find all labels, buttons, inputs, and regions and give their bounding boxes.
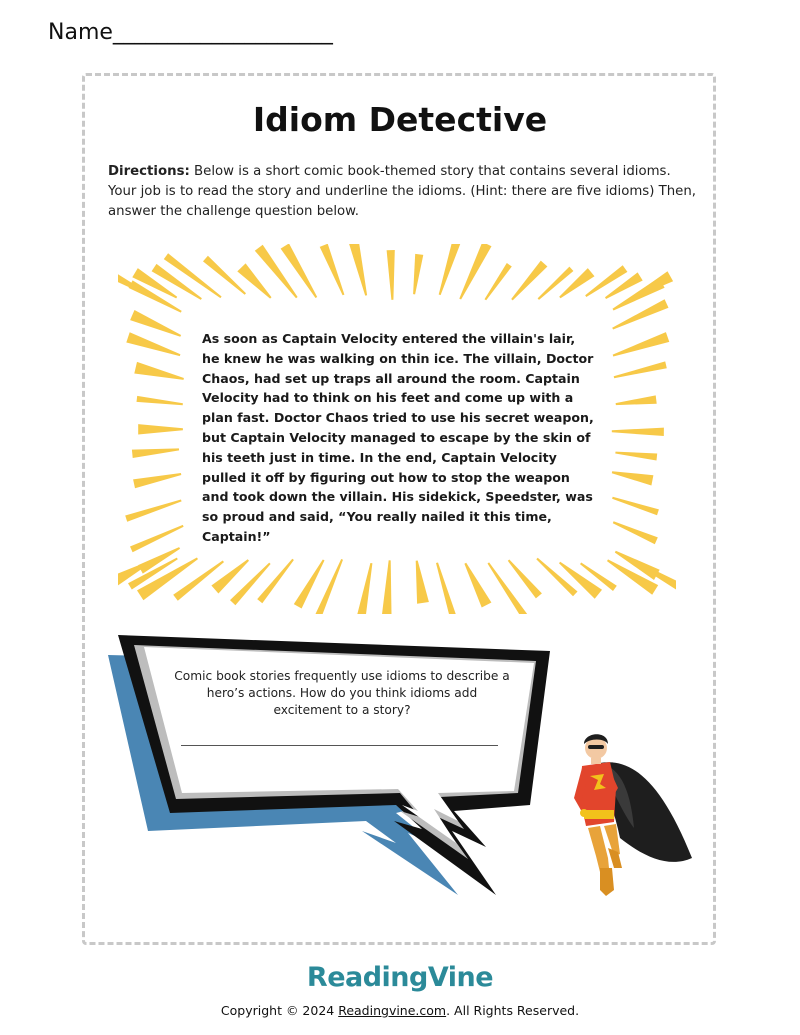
- copyright-prefix: Copyright © 2024: [220, 1003, 339, 1018]
- superhero-icon: [560, 718, 700, 903]
- copyright: [0, 1003, 800, 1018]
- directions: [108, 162, 698, 222]
- burst-ray: [585, 265, 627, 297]
- burst-ray: [137, 396, 183, 405]
- burst-ray: [413, 254, 423, 295]
- burst-ray: [485, 263, 512, 300]
- burst-ray: [237, 263, 271, 298]
- burst-ray: [152, 264, 202, 300]
- burst-ray: [559, 562, 602, 599]
- burst-ray: [612, 497, 659, 516]
- directions-label: Directions:: [108, 164, 190, 179]
- burst-ray: [132, 448, 179, 458]
- page-title: Idiom Detective: [252, 100, 548, 139]
- name-field[interactable]: Name____________________: [48, 20, 333, 45]
- burst-ray: [538, 267, 574, 300]
- burst-ray: [508, 560, 542, 599]
- story-text: As soon as Captain Velocity entered the villain's lair, he knew he was walking on thin ice. The villain, Doctor Chaos, had set up traps all around the room. Captain Velocity had to think on his feet and come up with a plan fast. Doctor Chaos tried to use his secret weapon, but Captain Velocity managed to escape by the skin of his teeth just in time. In the end, Captain Velocity pulled it off by figuring out how to stop the weapon and took down the villain. His sidekick, Speedster, was so proud and said, “You really nailed it this time, Captain!”: [202, 331, 594, 544]
- copyright-suffix: . All Rights Reserved.: [446, 1003, 580, 1018]
- burst-ray: [125, 500, 181, 522]
- readingvine-link[interactable]: Readingvine.com: [338, 1003, 447, 1018]
- readingvine-logo: ReadingVine: [306, 962, 494, 993]
- burst-ray: [257, 559, 294, 604]
- burst-ray: [346, 244, 368, 296]
- burst-ray: [615, 452, 657, 461]
- burst-ray: [133, 473, 181, 488]
- burst-ray: [613, 521, 658, 544]
- burst-ray: [616, 395, 657, 405]
- burst-ray: [130, 525, 184, 552]
- burst-ray: [464, 563, 491, 608]
- burst-ray: [488, 562, 528, 614]
- burst-ray: [613, 332, 670, 356]
- burst-ray: [126, 332, 180, 356]
- burst-ray: [536, 558, 577, 597]
- burst-ray: [381, 560, 391, 614]
- burst-ray: [320, 244, 345, 295]
- burst-ray: [130, 310, 181, 337]
- burst-ray: [436, 563, 460, 615]
- burst-ray: [355, 563, 373, 614]
- burst-ray: [281, 244, 318, 298]
- burst-ray: [138, 424, 183, 434]
- burst-ray: [416, 561, 429, 604]
- directions-text: Below is a short comic book-themed story that contains several idioms. Your job is to read the story and underline the idioms. (Hint: there are five idioms) Then, answer the challenge question below.: [108, 164, 697, 219]
- burst-ray: [439, 244, 462, 295]
- burst-ray: [612, 428, 664, 436]
- burst-ray: [134, 362, 184, 380]
- burst-ray: [387, 250, 395, 300]
- burst-ray: [612, 471, 654, 485]
- answer-line[interactable]: [181, 745, 498, 746]
- burst-ray: [459, 244, 491, 300]
- challenge-question: Comic book stories frequently use idioms to describe a hero’s actions. How do you think idioms add excitement to a story?: [174, 669, 510, 717]
- burst-ray: [294, 560, 325, 609]
- burst-ray: [614, 361, 667, 378]
